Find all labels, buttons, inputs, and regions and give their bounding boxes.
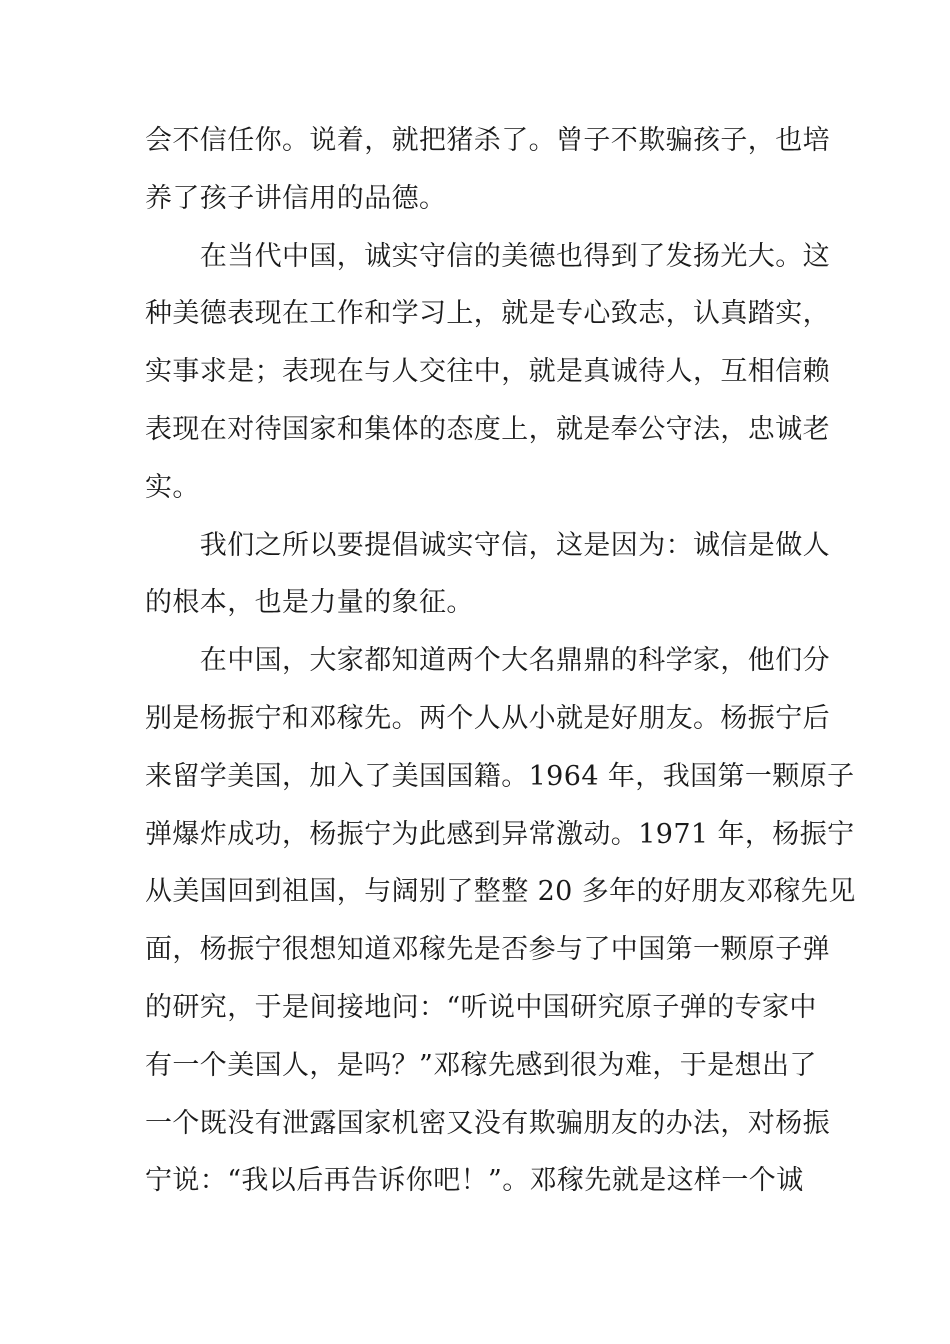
- text-line-18: 一个既没有泄露国家机密又没有欺骗朋友的办法，对杨振: [145, 1107, 830, 1139]
- body-text: [145, 112, 856, 1210]
- text-line-4: 种美德表现在工作和学习上，就是专心致志，认真踏实，: [145, 298, 830, 330]
- text-line-14: 从美国回到祖国，与阔别了整整 20 多年的好朋友邓稼先见: [145, 876, 856, 908]
- text-line-17: 有一个美国人，是吗？”邓稼先感到很为难，于是想出了: [145, 1049, 817, 1081]
- text-line-16: 的研究，于是间接地问：“听说中国研究原子弹的专家中: [145, 991, 817, 1023]
- text-line-9: 的根本，也是力量的象征。: [145, 587, 474, 619]
- text-line-19: 宁说：“我以后再告诉你吧！”。邓稼先就是这样一个诚: [145, 1165, 804, 1197]
- text-line-12: 来留学美国，加入了美国国籍。1964 年，我国第一颗原子: [145, 760, 855, 792]
- text-line-11: 别是杨振宁和邓稼先。两个人从小就是好朋友。杨振宁后: [145, 702, 830, 734]
- text-line-6: 表现在对待国家和集体的态度上，就是奉公守法，忠诚老: [145, 413, 830, 445]
- text-line-8: 我们之所以要提倡诚实守信，这是因为：诚信是做人: [145, 529, 830, 561]
- text-line-7: 实。: [145, 471, 200, 503]
- text-line-2: 养了孩子讲信用的品德。: [145, 182, 447, 214]
- text-line-13: 弹爆炸成功，杨振宁为此感到异常激动。1971 年，杨振宁: [145, 818, 855, 850]
- text-line-15: 面，杨振宁很想知道邓稼先是否参与了中国第一颗原子弹: [145, 934, 830, 966]
- text-line-3: 在当代中国，诚实守信的美德也得到了发扬光大。这: [145, 240, 830, 272]
- text-line-10: 在中国，大家都知道两个大名鼎鼎的科学家，他们分: [145, 645, 830, 677]
- text-line-5: 实事求是；表现在与人交往中，就是真诚待人，互相信赖: [145, 356, 830, 388]
- text-line-1: 会不信任你。说着，就把猪杀了。曾子不欺骗孩子，也培: [145, 125, 830, 156]
